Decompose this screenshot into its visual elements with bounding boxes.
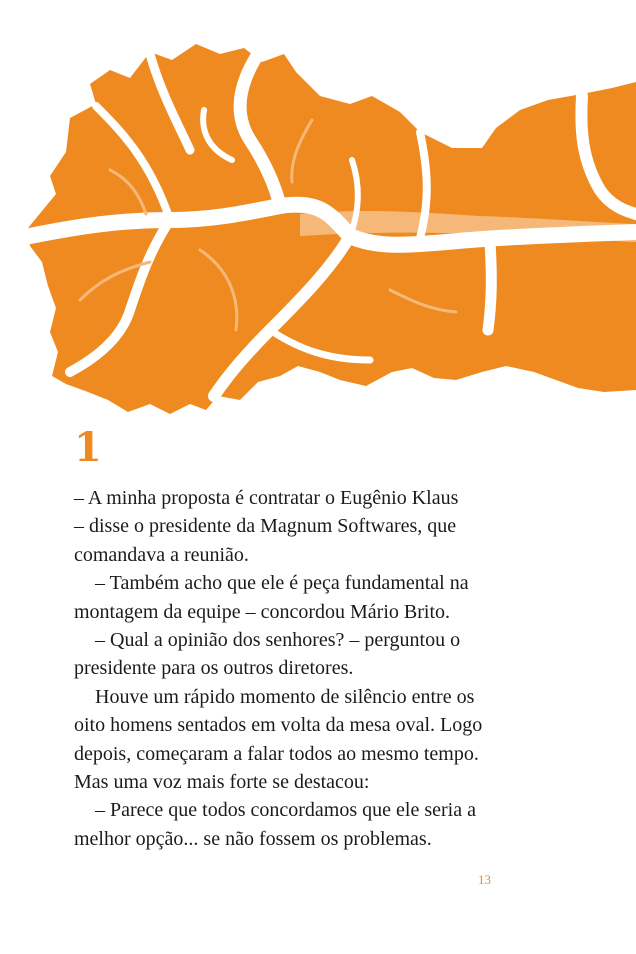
paragraph: – Também acho que ele é peça fundamental na montagem da equipe – concordou Mário Brito. (74, 572, 469, 623)
chapter-number: 1 (74, 424, 102, 471)
head-silhouette-illustration (0, 0, 636, 430)
page-number: 13 (478, 872, 491, 887)
paragraph: – Parece que todos concordamos que ele seria a melhor opção... se não fossem os problemas. (74, 799, 476, 850)
paragraph: – Qual a opinião dos senhores? – perguntou o presidente para os outros diretores. (74, 629, 461, 680)
paragraph: – A minha proposta é contratar o Eugênio Klaus – disse o presidente da Magnum Softwares, que comandava a reunião. (74, 487, 459, 566)
paragraph: Houve um rápido momento de silêncio entre os oito homens sentados em volta da mesa oval. Logo depois, começaram a falar todos ao mesmo tempo. Mas uma voz mais forte se destacou: (74, 685, 483, 794)
chapter-body-text (74, 484, 544, 853)
